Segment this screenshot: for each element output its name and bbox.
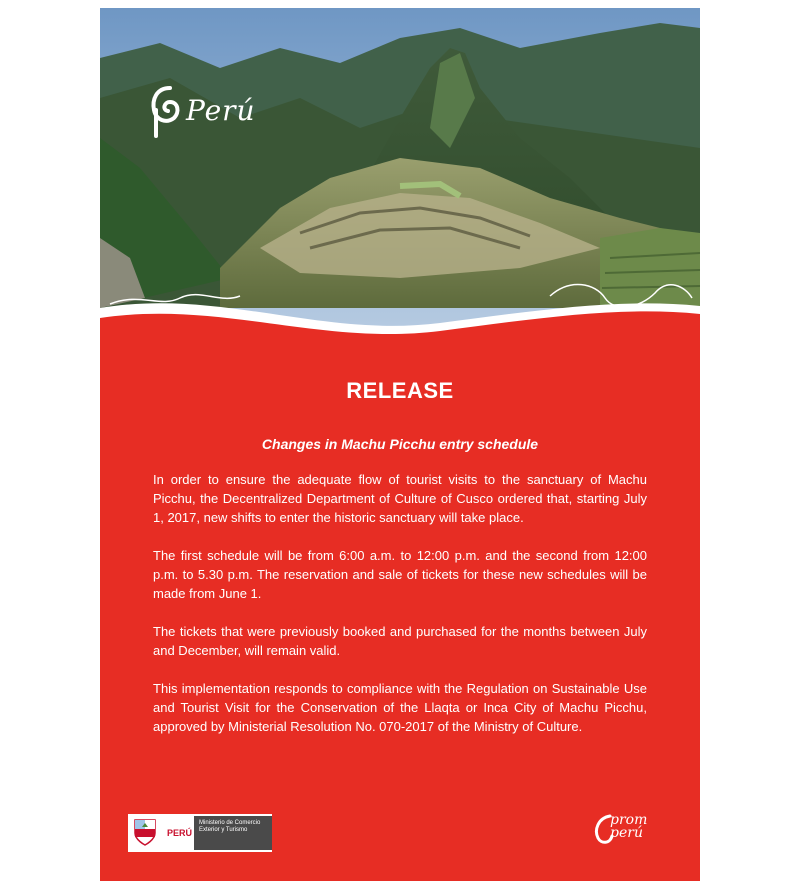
release-title: RELEASE xyxy=(346,378,454,403)
paragraph: The tickets that were previously booked and purchased for the months between July and December, will remain valid. xyxy=(153,624,647,658)
logo-text: Perú xyxy=(186,94,256,127)
peru-brand-logo xyxy=(148,80,298,160)
promperu-logo xyxy=(592,808,672,852)
release-body xyxy=(153,470,647,755)
paragraph: The first schedule will be from 6:00 a.m. to 12:00 p.m. and the second from 12:00 p.m. to 5.30 p.m. The reservation and sale of tickets for these new schedules will be made from June 1. xyxy=(153,548,647,601)
peru-label: PERÚ xyxy=(167,828,193,838)
government-logo xyxy=(132,816,272,850)
machu-picchu-photo xyxy=(100,8,700,348)
paragraph: This implementation responds to compliance with the Regulation on Sustainable Use and Tourist Visit for the Conservation of the Llaqta or Inca City of Machu Picchu, approved by Ministerial Resolution No. 070-2017 of the Ministry of Culture. xyxy=(153,681,647,734)
paragraph: In order to ensure the adequate flow of tourist visits to the sanctuary of Machu Picchu, the Decentralized Department of Culture of Cusco ordered that, starting July 1, 2017, new shifts to enter the historic sanctuary will take place. xyxy=(153,472,647,525)
coat-of-arms-icon xyxy=(132,818,158,846)
release-poster xyxy=(100,8,700,881)
peru-spiral-icon xyxy=(148,80,188,140)
release-subtitle: Changes in Machu Picchu entry schedule xyxy=(261,436,539,452)
promperu-text: prom perú xyxy=(610,812,648,841)
ministry-label: Ministerio de Comercio Exterior y Turismo xyxy=(194,816,272,850)
